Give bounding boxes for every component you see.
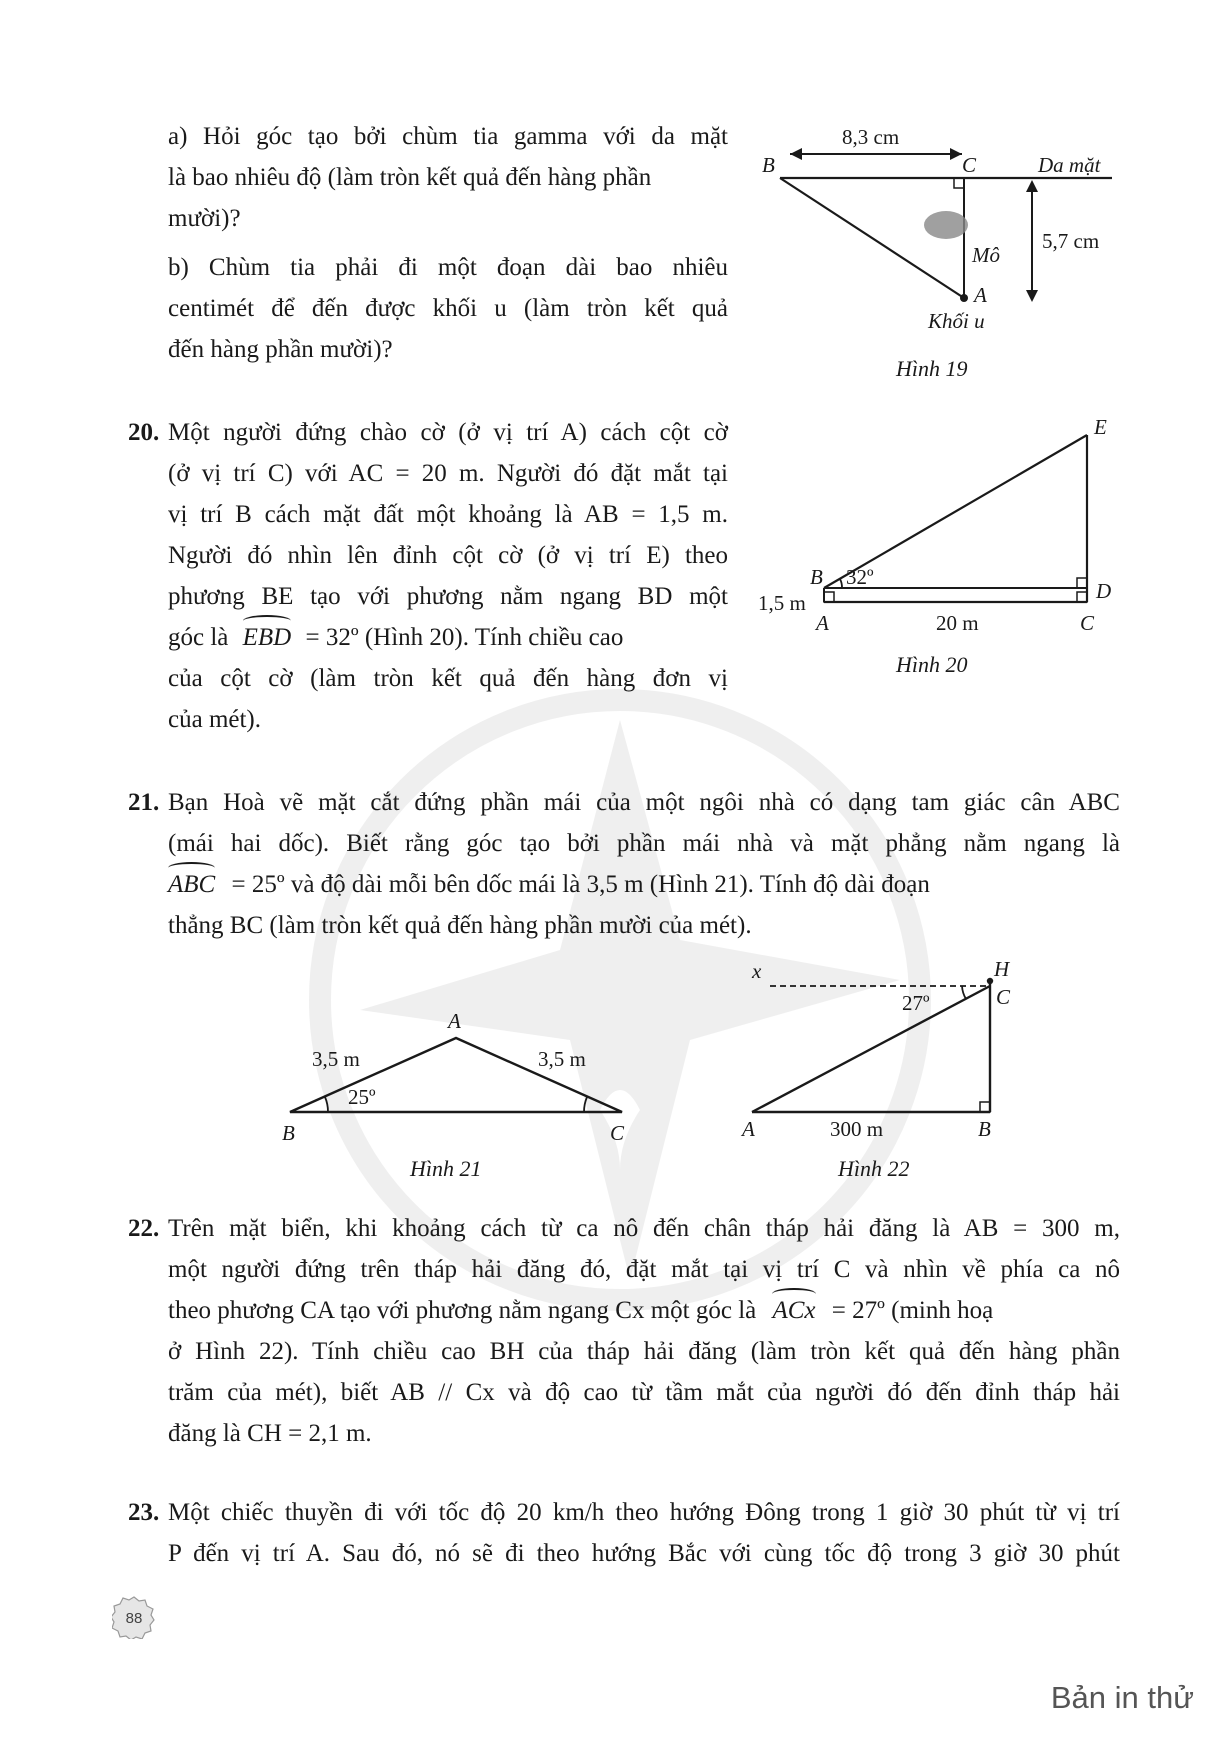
p22-line3-post: = 27º (minh hoạ xyxy=(831,1297,994,1324)
p20-line7: của cột cờ (làm tròn kết quả đến hàng đơn vị xyxy=(168,665,728,692)
fig22-base: 300 m xyxy=(830,1117,884,1141)
p20-line6-post: = 32º (Hình 20). Tính chiều cao xyxy=(305,624,624,651)
fig20-label-d: D xyxy=(1096,579,1112,603)
p19-a-line3: mười)? xyxy=(168,205,241,232)
p21-line1: Bạn Hoà vẽ mặt cắt đứng phần mái của một ngôi nhà có dạng tam giác cân ABC xyxy=(168,789,1120,816)
fig21-angle: 25º xyxy=(348,1085,376,1109)
p22-angle-acx xyxy=(772,1290,815,1331)
fig19-label-c: C xyxy=(962,153,977,177)
fig19-skin: Da mặt xyxy=(1038,153,1101,177)
page-number-badge xyxy=(112,1595,156,1639)
p22-line1: Trên mặt biển, khi khoảng cách từ ca nô đến chân tháp hải đăng là AB = 300 m, xyxy=(168,1215,1120,1242)
figure-20 xyxy=(750,410,1130,690)
p22-line6: đăng là CH = 2,1 m. xyxy=(168,1420,372,1447)
fig21-right-side: 3,5 m xyxy=(538,1047,586,1071)
fig22-angle: 27º xyxy=(902,991,930,1015)
p22-line2: một người đứng trên tháp hải đăng đó, đặt mắt tại vị trí C và nhìn về phía ca nô xyxy=(168,1256,1120,1283)
fig19-depth: 5,7 cm xyxy=(1042,229,1100,253)
fig22-label-h: H xyxy=(994,957,1010,981)
p19-b-line2: centimét để đến được khối u (làm tròn kết quả xyxy=(168,295,728,322)
p20-line3: vị trí B cách mặt đất một khoảng là AB = 1,5 m. xyxy=(168,501,728,528)
figure-21 xyxy=(270,1000,650,1190)
p20-line6-pre: góc là xyxy=(168,624,229,651)
fig22-label-b: B xyxy=(978,1117,991,1141)
fig21-label-b: B xyxy=(282,1121,295,1145)
figure-22 xyxy=(740,950,1070,1190)
p20-angle-ebd xyxy=(243,617,292,658)
fig21-label-a: A xyxy=(448,1009,461,1033)
p21-line4: thẳng BC (làm tròn kết quả đến hàng phần mười của mét). xyxy=(168,912,752,939)
p20-line6 xyxy=(168,617,728,658)
p19-a-line1: a) Hỏi góc tạo bởi chùm tia gamma với da mặt xyxy=(168,123,728,150)
p22-line3 xyxy=(168,1290,1128,1331)
p23-number: 23. xyxy=(128,1499,160,1526)
p19-a-line2: là bao nhiêu độ (làm tròn kết quả đến hàng phần xyxy=(168,164,652,191)
p22-line5: trăm của mét), biết AB // Cx và độ cao từ tầm mắt của người đó đến đỉnh tháp hải xyxy=(168,1379,1120,1406)
p20-angle-text: EBD xyxy=(242,624,292,651)
p22-number: 22. xyxy=(128,1215,160,1242)
p21-angle-text: ABC xyxy=(168,871,216,898)
fig21-caption: Hình 21 xyxy=(410,1156,482,1181)
page-number: 88 xyxy=(125,1610,143,1627)
footer-draft-label: Bản in thử xyxy=(1050,1680,1194,1715)
fig20-label-e: E xyxy=(1094,415,1107,439)
p20-line2: (ở vị trí C) với AC = 20 m. Người đó đặt mắt tại xyxy=(168,460,728,487)
p22-line3-pre: theo phương CA tạo với phương nằm ngang Cx một góc là xyxy=(168,1297,757,1324)
fig20-label-b: B xyxy=(810,565,823,589)
p19-b-line1: b) Chùm tia phải đi một đoạn dài bao nhiêu xyxy=(168,254,728,281)
fig22-caption: Hình 22 xyxy=(838,1156,910,1181)
fig20-angle: 32º xyxy=(846,565,874,589)
p20-line1: Một người đứng chào cờ (ở vị trí A) cách cột cờ xyxy=(168,419,728,446)
fig19-label-b: B xyxy=(762,153,775,177)
fig20-caption: Hình 20 xyxy=(896,652,968,677)
p20-line4: Người đó nhìn lên đỉnh cột cờ (ở vị trí E) theo xyxy=(168,542,728,569)
figure-19 xyxy=(750,110,1130,390)
fig20-label-a: A xyxy=(816,611,829,635)
p21-number: 21. xyxy=(128,789,160,816)
p19-b-line3: đến hàng phần mười)? xyxy=(168,336,393,363)
p20-line5: phương BE tạo với phương nằm ngang BD một xyxy=(168,583,728,610)
p22-line4: ở Hình 22). Tính chiều cao BH của tháp hải đăng (làm tròn kết quả đến hàng phần xyxy=(168,1338,1120,1365)
p21-angle-abc xyxy=(168,864,215,905)
fig22-label-a: A xyxy=(742,1117,755,1141)
p21-line3-post: = 25º và độ dài mỗi bên dốc mái là 3,5 m (Hình 21). Tính độ dài đoạn xyxy=(231,871,930,898)
fig19-tumor: Khối u xyxy=(928,309,985,333)
p23-line1: Một chiếc thuyền đi với tốc độ 20 km/h theo hướng Đông trong 1 giờ 30 phút từ vị trí xyxy=(168,1499,1120,1526)
fig20-base: 20 m xyxy=(936,611,979,635)
fig22-label-x: x xyxy=(752,959,762,983)
fig19-caption: Hình 19 xyxy=(896,356,968,381)
fig20-height: 1,5 m xyxy=(758,591,806,615)
p20-number: 20. xyxy=(128,419,160,446)
fig19-tissue: Mô xyxy=(972,243,1000,267)
fig20-label-c: C xyxy=(1080,611,1095,635)
fig19-top-length: 8,3 cm xyxy=(842,125,900,149)
fig22-label-c: C xyxy=(996,985,1011,1009)
p23-line2: P đến vị trí A. Sau đó, nó sẽ đi theo hướng Bắc với cùng tốc độ trong 3 giờ 30 phút xyxy=(168,1540,1120,1567)
p21-line3 xyxy=(168,864,1120,905)
p21-line2: (mái hai dốc). Biết rằng góc tạo bởi phần mái nhà và mặt phẳng nằm ngang là xyxy=(168,830,1120,857)
p22-angle-text: ACx xyxy=(772,1297,816,1324)
p20-line8: của mét). xyxy=(168,706,262,733)
tissue-blob xyxy=(924,211,968,239)
fig21-left-side: 3,5 m xyxy=(312,1047,360,1071)
fig19-label-a: A xyxy=(974,283,987,307)
fig21-label-c: C xyxy=(610,1121,625,1145)
